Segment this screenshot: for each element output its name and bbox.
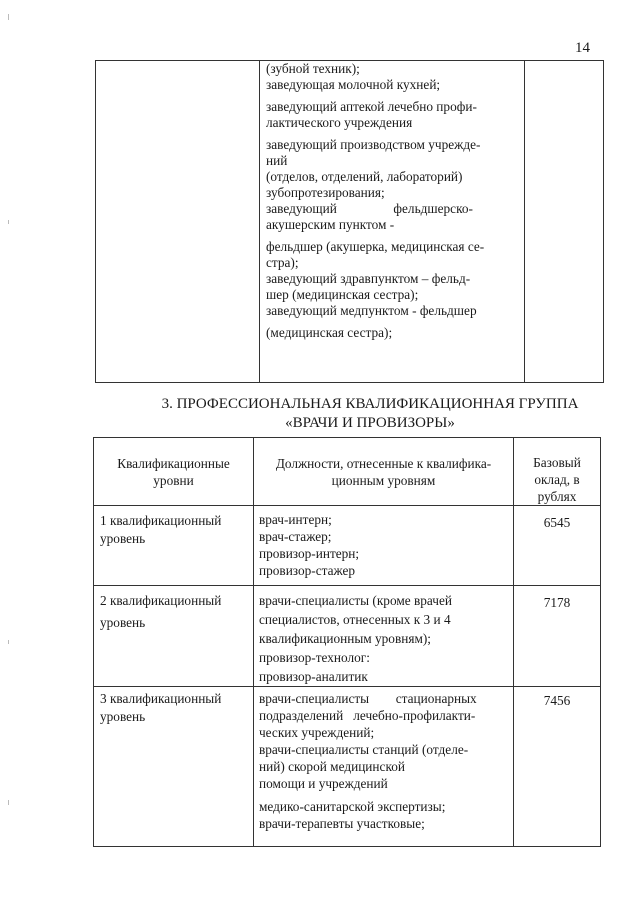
position-line: врачи-терапевты участковые; <box>259 816 425 831</box>
table-row <box>94 687 601 847</box>
continuation-table <box>95 60 604 383</box>
header-positions-line2: ционным уровням <box>331 473 436 488</box>
scan-margin-mark <box>8 14 9 20</box>
position-line: провизор-аналитик <box>259 669 368 684</box>
position-line: квалификационным уровням); <box>259 631 432 646</box>
continuation-line: заведующий медпунктом - фельдшер <box>266 303 477 318</box>
salary-cell <box>514 506 601 586</box>
header-salary-line1: Базовый <box>533 455 581 470</box>
continuation-line: заведующий здравпунктом – фельд- <box>266 271 471 286</box>
continuation-line: (медицинская сестра); <box>266 325 393 340</box>
position-line: помощи и учреждений <box>259 776 388 791</box>
header-salary <box>514 438 601 506</box>
salary-value: 7178 <box>543 595 571 610</box>
salary-value: 6545 <box>543 515 571 530</box>
continuation-line: лактического учреждения <box>266 115 413 130</box>
header-levels-line2: уровни <box>153 473 194 488</box>
continuation-line: шер (медицинская сестра); <box>266 287 419 302</box>
section-title <box>100 395 640 433</box>
level-line2: уровень <box>100 531 146 546</box>
level-line1: 3 квалификационный <box>100 691 222 706</box>
header-levels-line1: Квалификационные <box>117 456 230 471</box>
position-line: врач-стажер; <box>259 529 332 544</box>
positions-cell <box>254 586 514 687</box>
scan-margin-mark <box>8 220 9 224</box>
position-line: провизор-технолог: <box>259 650 370 665</box>
continuation-positions-cell <box>260 61 525 383</box>
continuation-line: заведующий производством учрежде- <box>266 137 481 152</box>
level-line2: уровень <box>100 615 146 630</box>
position-line: ний) скорой медицинской <box>259 759 405 774</box>
continuation-line: акушерским пунктом - <box>266 217 395 232</box>
table-row <box>94 586 601 687</box>
positions-cell <box>254 687 514 847</box>
continuation-empty-cell <box>96 61 260 383</box>
continuation-line: фельдшер (акушерка, медицинская се- <box>266 239 485 254</box>
continuation-line: (зубной техник); <box>266 61 360 76</box>
header-salary-line2: оклад, в <box>534 472 580 487</box>
level-line2: уровень <box>100 709 146 724</box>
position-line: медико-санитарской экспертизы; <box>259 799 446 814</box>
position-line: ческих учреждений; <box>259 725 375 740</box>
qualification-table <box>93 437 601 847</box>
salary-value: 7456 <box>543 693 571 708</box>
section-title-line2: «ВРАЧИ И ПРОВИЗОРЫ» <box>285 415 455 431</box>
position-line: провизор-интерн; <box>259 546 360 561</box>
level-line1: 1 квалификационный <box>100 513 222 528</box>
salary-cell <box>514 687 601 847</box>
header-levels <box>94 438 254 506</box>
table-row <box>94 506 601 586</box>
continuation-line: зубопротезирования; <box>266 185 385 200</box>
continuation-line: ний <box>266 153 288 168</box>
salary-cell <box>514 586 601 687</box>
position-line: врачи-специалисты станций (отделе- <box>259 742 469 757</box>
continuation-salary-cell <box>525 61 604 383</box>
header-positions <box>254 438 514 506</box>
continuation-line: (отделов, отделений, лабораторий) <box>266 169 463 184</box>
section-title-line1: 3. ПРОФЕССИОНАЛЬНАЯ КВАЛИФИКАЦИОННАЯ ГРУППА <box>161 396 579 412</box>
position-line: врач-интерн; <box>259 512 332 527</box>
position-line: специалистов, отнесенных к 3 и 4 <box>259 612 451 627</box>
position-line: провизор-стажер <box>259 563 356 578</box>
positions-cell <box>254 506 514 586</box>
position-line: подразделений лечебно-профилакти- <box>259 708 476 723</box>
scan-margin-mark <box>8 800 9 805</box>
level-line1: 2 квалификационный <box>100 593 222 608</box>
table-header-row <box>94 438 601 506</box>
level-cell <box>94 586 254 687</box>
position-line: врачи-специалисты (кроме врачей <box>259 593 452 608</box>
continuation-line: заведующий аптекой лечебно профи- <box>266 99 477 114</box>
continuation-line: стра); <box>266 255 299 270</box>
continuation-line: заведующий фельдшерско- <box>266 201 473 216</box>
continuation-line: заведующая молочной кухней; <box>266 77 441 92</box>
page-number: 14 <box>575 40 590 56</box>
level-cell <box>94 687 254 847</box>
position-line: врачи-специалисты стационарных <box>259 691 477 706</box>
header-salary-line3: рублях <box>537 489 577 504</box>
header-positions-line1: Должности, отнесенные к квалифика- <box>275 456 492 471</box>
level-cell <box>94 506 254 586</box>
scan-margin-mark <box>8 640 9 644</box>
